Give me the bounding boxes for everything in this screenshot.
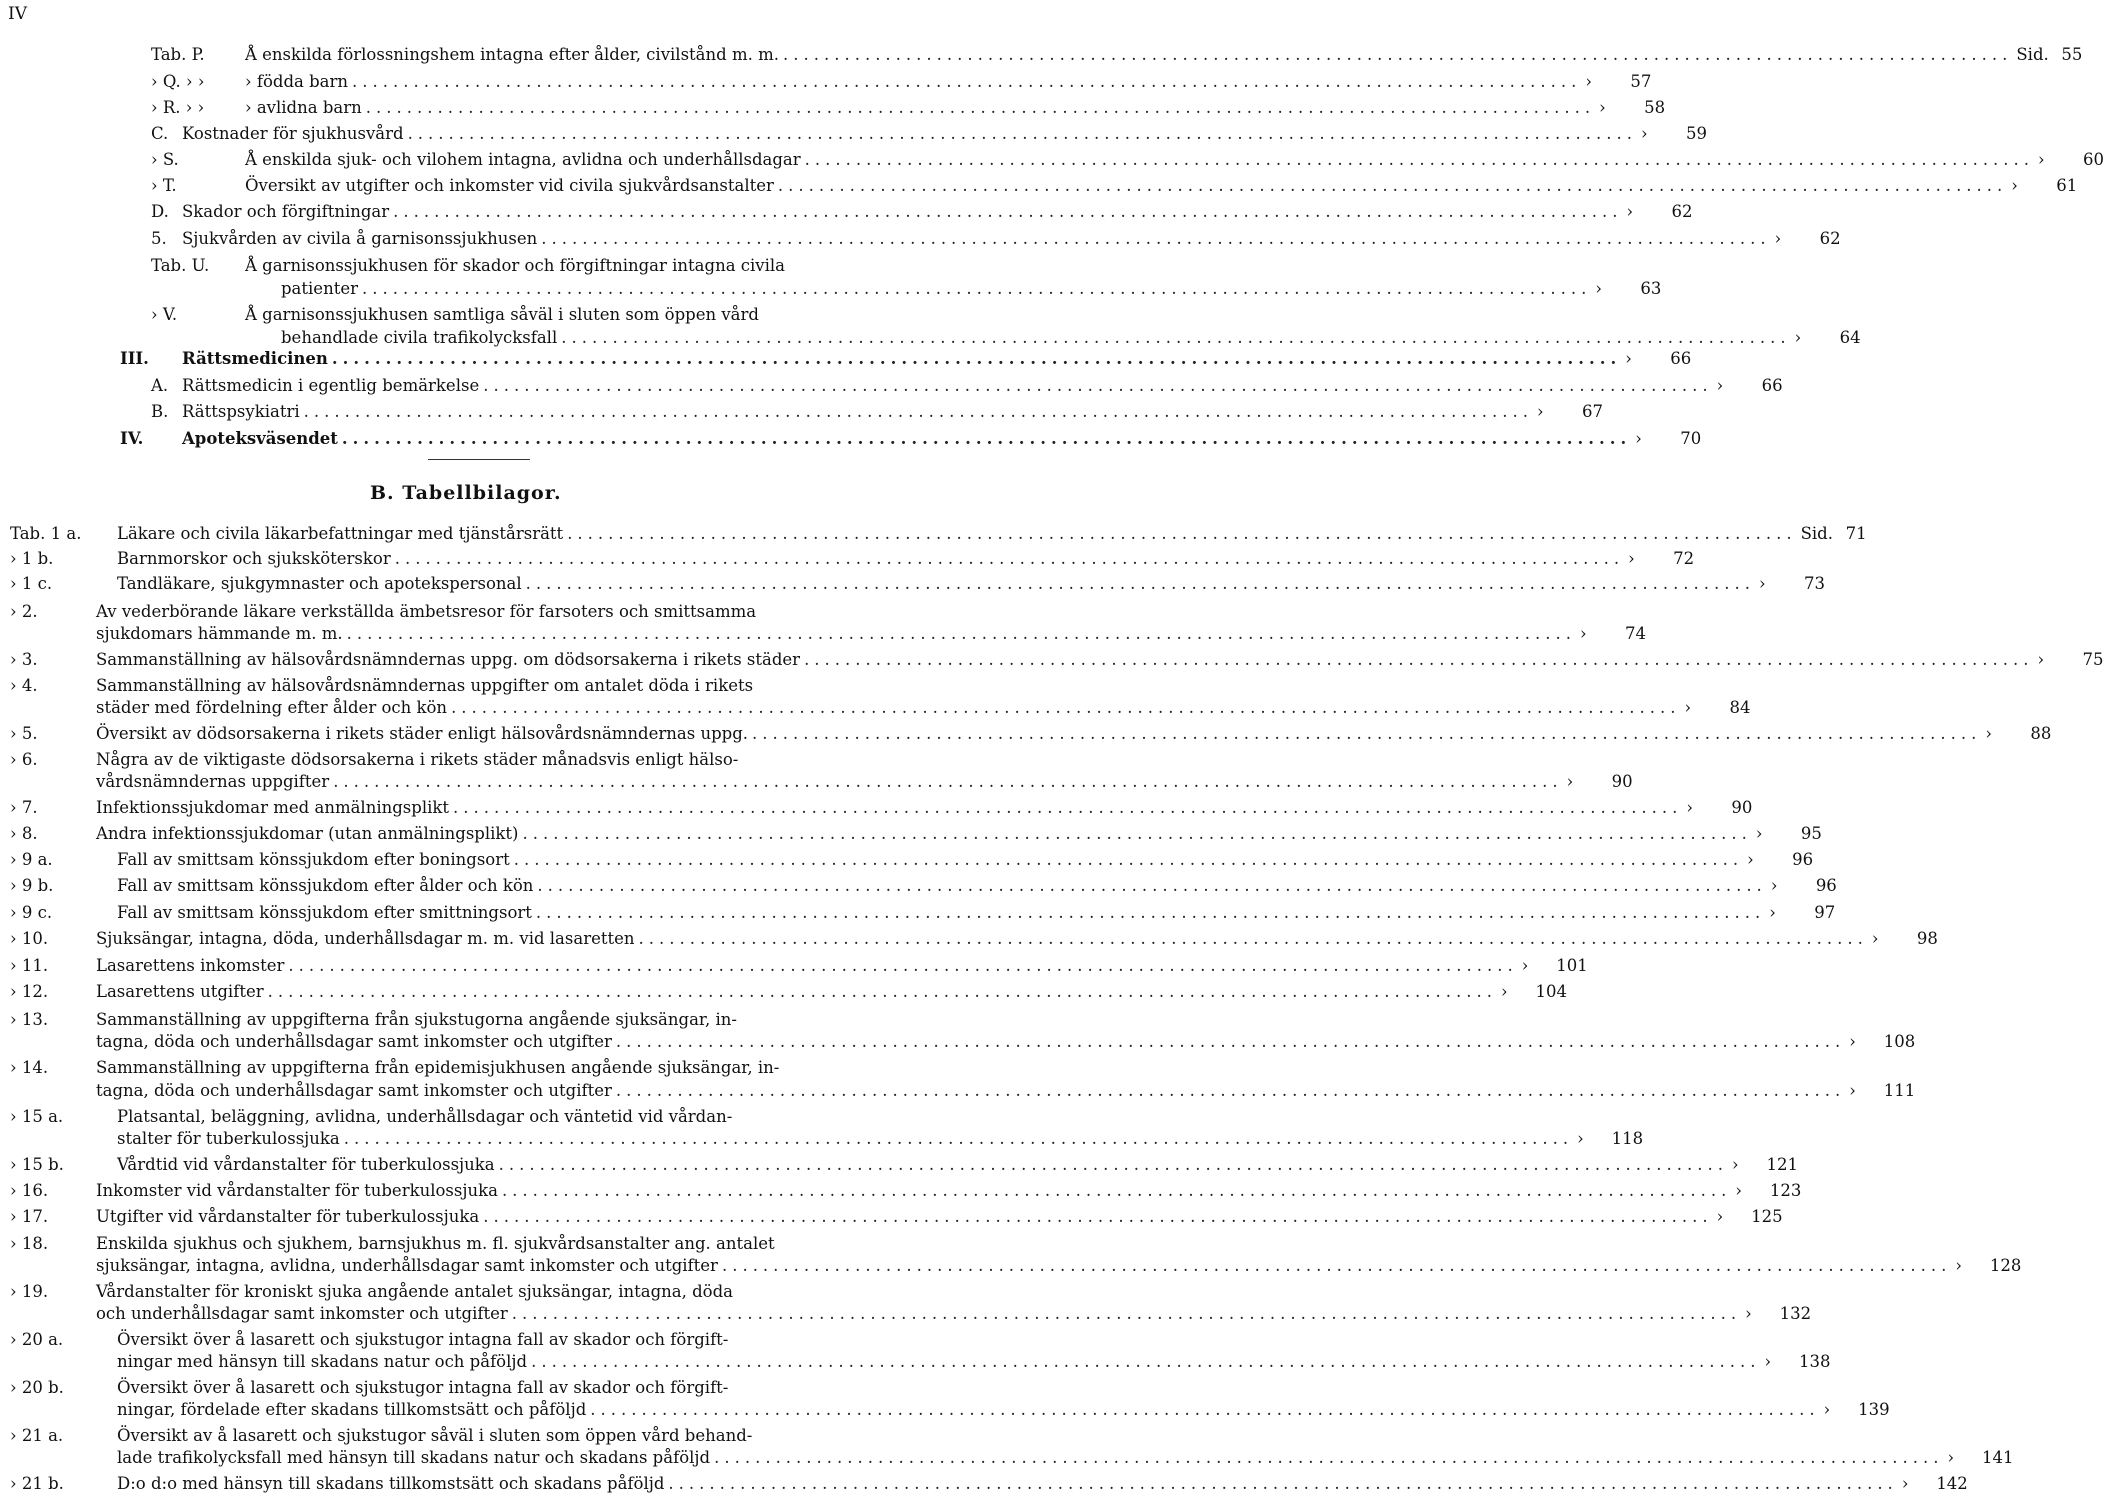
toc-entry-title: Lasarettens inkomster — [96, 956, 285, 975]
leader-dots: ........................................................................................................................ — [782, 45, 2013, 64]
toc-entry-label: › 1 b. — [10, 549, 54, 568]
toc-entry — [10, 523, 1867, 545]
toc-entry-title: Rättsmedicinen — [182, 349, 328, 368]
page-marker: › — [1626, 202, 1634, 221]
toc-entry-title: Rättspsykiatri — [182, 402, 300, 421]
page-marker: › — [1599, 98, 1606, 117]
page-marker: › — [1747, 850, 1754, 869]
page-ref: 139 — [1858, 1400, 1890, 1419]
leader-dots: ........................................................................................................................ — [453, 798, 1683, 817]
toc-entry-title: Lasarettens utgifter — [96, 982, 264, 1001]
page-ref: 121 — [1766, 1155, 1799, 1174]
leader-dots: ........................................................................................................................ — [394, 549, 1625, 568]
toc-entry-label: D. — [151, 202, 169, 221]
toc-entry — [10, 601, 956, 623]
toc-entry — [10, 955, 1588, 977]
toc-entry-title: Å garnisonssjukhusen samtliga såväl i sluten som öppen vård — [245, 305, 759, 324]
page-ref: 123 — [1769, 1181, 1802, 1200]
leader-dots: ........................................................................................................................ — [525, 574, 1756, 593]
toc-entry-label: › 9 b. — [10, 876, 54, 895]
toc-entry — [10, 771, 1633, 793]
page-ref: 88 — [2030, 724, 2052, 743]
page-ref: 64 — [1839, 328, 1861, 347]
toc-entry — [10, 1255, 2022, 1277]
page-ref: 73 — [1804, 574, 1826, 593]
leader-dots: ........................................................................................................................ — [535, 903, 1766, 922]
page-marker: › — [1849, 1081, 1856, 1100]
toc-entry-title: Översikt över å lasarett och sjukstugor intagna fall av skador och förgift- — [117, 1330, 729, 1349]
page-marker: › — [2037, 650, 2045, 669]
page-marker: › — [1823, 1400, 1831, 1419]
page-ref: 97 — [1814, 903, 1836, 922]
toc-entry-title: Översikt över å lasarett och sjukstugor intagna fall av skador och förgift- — [117, 1378, 729, 1397]
page-marker: › — [1735, 1181, 1742, 1200]
page-ref: 90 — [1611, 772, 1633, 791]
page-ref: 62 — [1671, 202, 1693, 221]
toc-entry — [10, 675, 956, 697]
page-ref: 61 — [2056, 176, 2078, 195]
toc-entry — [10, 1351, 1831, 1373]
page-ref: 72 — [1673, 549, 1695, 568]
leader-dots: ........................................................................................................................ — [638, 929, 1868, 948]
toc-entry-title: behandlade civila trafikolycksfall — [281, 328, 558, 347]
page-ref: 101 — [1556, 956, 1588, 975]
toc-entry-title: Rättsmedicin i egentlig bemärkelse — [182, 376, 480, 395]
toc-entry-title: stalter för tuberkulossjuka — [117, 1129, 340, 1148]
page-ref: 84 — [1729, 698, 1751, 717]
toc-entry — [10, 1473, 1968, 1495]
page-marker: › — [1759, 574, 1766, 593]
toc-entry-label: › 14. — [10, 1058, 49, 1077]
page-ref: 138 — [1798, 1352, 1831, 1371]
toc-entry-title: patienter — [281, 279, 358, 298]
toc-entry-title: tagna, döda och underhållsdagar samt inkomster och utgifter — [96, 1032, 612, 1051]
toc-entry-label: › 15 a. — [10, 1107, 64, 1126]
toc-entry-label: B. — [151, 402, 169, 421]
toc-entry-title: Apoteksväsendet — [182, 429, 338, 448]
leader-dots: ........................................................................................................................ — [590, 1400, 1820, 1419]
toc-entry-title: Sjukvården av civila å garnisonssjukhusen — [182, 229, 538, 248]
toc-entry — [10, 1154, 1799, 1176]
page-marker: › — [1684, 698, 1692, 717]
toc-entry-label: › S. — [151, 150, 179, 169]
toc-entry — [151, 123, 1707, 145]
leader-dots: ........................................................................................................................ — [267, 982, 1497, 1001]
toc-entry — [10, 981, 1567, 1003]
toc-entry-label: › 17. — [10, 1207, 49, 1226]
page-ref: 66 — [1670, 349, 1692, 368]
page-ref: 59 — [1685, 124, 1707, 143]
toc-entry-title: Sammanställning av uppgifterna från sjukstugorna angående sjuksängar, in- — [96, 1010, 737, 1029]
toc-entry — [151, 327, 1861, 349]
toc-entry-label: C. — [151, 124, 169, 143]
toc-entry — [151, 201, 1693, 223]
leader-dots: ........................................................................................................................ — [451, 698, 1681, 717]
toc-entry-title: Sammanställning av hälsovårdsnämndernas uppg. om dödsorsakerna i rikets städer — [96, 650, 801, 669]
page-marker: › — [1501, 982, 1508, 1001]
toc-entry — [151, 175, 2078, 197]
toc-entry — [10, 1206, 1783, 1228]
toc-entry-title: Infektionssjukdomar med anmälningsplikt — [96, 798, 450, 817]
toc-entry — [10, 1329, 956, 1351]
page-ref: 58 — [1644, 98, 1666, 117]
page-ref: 142 — [1936, 1474, 1968, 1493]
toc-entry — [120, 428, 1702, 450]
page-marker: › — [1537, 402, 1544, 421]
page-ref: 55 — [2061, 45, 2083, 64]
leader-dots: ........................................................................................................................ — [721, 1256, 1952, 1275]
page-ref: 62 — [1819, 229, 1841, 248]
toc-entry-label: › 6. — [10, 750, 38, 769]
page-ref: 60 — [2083, 150, 2104, 169]
page-marker: › — [1947, 1448, 1955, 1467]
toc-entry-title: Sammanställning av hälsovårdsnämndernas uppgifter om antalet döda i rikets — [96, 676, 754, 695]
page-marker: › — [1716, 376, 1724, 395]
toc-entry — [10, 1180, 1802, 1202]
toc-entry-title: städer med fördelning efter ålder och kön — [96, 698, 448, 717]
page-ref: 70 — [1680, 429, 1702, 448]
toc-entry-label: › T. — [151, 176, 177, 195]
toc-entry-label: Tab. P. — [151, 45, 205, 64]
page-marker: › — [1716, 1207, 1724, 1226]
toc-entry — [10, 1106, 956, 1128]
toc-entry-label: › 7. — [10, 798, 38, 817]
toc-entry — [10, 1080, 1916, 1102]
page-marker: › — [1770, 876, 1778, 895]
page-ref: 111 — [1883, 1081, 1916, 1100]
leader-dots: ........................................................................................................................ — [511, 1304, 1742, 1323]
toc-entry — [10, 1281, 956, 1303]
page-marker: Sid. — [2016, 45, 2049, 64]
page-ref: 75 — [2082, 650, 2104, 669]
page-marker: › — [1577, 1129, 1584, 1148]
toc-entry — [10, 623, 1646, 645]
page-ref: 108 — [1883, 1032, 1916, 1051]
page-marker: › — [1955, 1256, 1962, 1275]
toc-entry — [10, 1377, 956, 1399]
page-ref: 118 — [1611, 1129, 1644, 1148]
toc-entry — [10, 649, 2104, 671]
toc-entry-title: Utgifter vid vårdanstalter för tuberkulossjuka — [96, 1207, 480, 1226]
toc-entry-label: › 9 a. — [10, 850, 53, 869]
toc-entry-title: sjuksängar, intagna, avlidna, underhållsdagar samt inkomster och utgifter — [96, 1256, 718, 1275]
section-b-title: B. Tabellbilagor. — [370, 482, 562, 504]
toc-entry-title: Skador och förgiftningar — [182, 202, 390, 221]
page-ref: 66 — [1761, 376, 1783, 395]
toc-entry-label: › 10. — [10, 929, 49, 948]
toc-entry-label: › 16. — [10, 1181, 49, 1200]
toc-entry-label: › V. — [151, 305, 178, 324]
toc-entry-title: Barnmorskor och sjuksköterskor — [117, 549, 391, 568]
page-marker: › — [1585, 72, 1593, 91]
leader-dots: ........................................................................................................................ — [531, 1352, 1761, 1371]
toc-entry — [10, 823, 1822, 845]
toc-entry — [151, 149, 2104, 171]
leader-dots: ........................................................................................................................ — [303, 402, 1534, 421]
toc-entry-label: › 11. — [10, 956, 49, 975]
toc-entry — [10, 1031, 1916, 1053]
toc-entry — [151, 255, 956, 277]
toc-entry-label: Tab. 1 a. — [10, 524, 82, 543]
toc-entry — [10, 875, 1837, 897]
toc-entry-title: › avlidna barn — [245, 98, 362, 117]
toc-entry-title: Platsantal, beläggning, avlidna, underhållsdagar och väntetid vid vårdan- — [117, 1107, 733, 1126]
toc-entry — [151, 228, 1841, 250]
toc-entry-label: › 12. — [10, 982, 49, 1001]
toc-entry-title: Kostnader för sjukhusvård — [182, 124, 404, 143]
toc-entry — [10, 697, 1751, 719]
toc-entry — [10, 1057, 956, 1079]
leader-dots: ........................................................................................................................ — [561, 328, 1791, 347]
toc-entry-title: Enskilda sjukhus och sjukhem, barnsjukhus m. fl. sjukvårdsanstalter ang. antalet — [96, 1234, 775, 1253]
page-marker: › — [1686, 798, 1694, 817]
leader-dots: ........................................................................................................................ — [346, 624, 1576, 643]
toc-entry — [10, 1009, 956, 1031]
leader-dots: ........................................................................................................................ — [361, 279, 1592, 298]
toc-entry-title: vårdsnämndernas uppgifter — [96, 772, 330, 791]
toc-entry-label: › 9 c. — [10, 903, 53, 922]
toc-entry-title: sjukdomars hämmande m. m. — [96, 624, 343, 643]
page-marker: › — [1871, 929, 1879, 948]
toc-entry-label: › 21 b. — [10, 1474, 64, 1493]
toc-entry-label: 5. — [151, 229, 167, 248]
toc-entry — [10, 749, 956, 771]
toc-entry-label: › 15 b. — [10, 1155, 64, 1174]
toc-entry-label: › Q. › › — [151, 72, 205, 91]
toc-entry-title: Översikt av å lasarett och sjukstugor såväl i sluten som öppen vård behand- — [117, 1426, 753, 1445]
toc-entry — [10, 1233, 956, 1255]
toc-entry-label: › R. › › — [151, 98, 205, 117]
toc-entry — [10, 1399, 1890, 1421]
leader-dots: ........................................................................................................................ — [615, 1032, 1846, 1051]
page-ref: 74 — [1625, 624, 1646, 643]
toc-entry-title: D:o d:o med hänsyn till skadans tillkomstsätt och skadans påföljd — [117, 1474, 665, 1493]
toc-entry — [151, 304, 956, 326]
page-marker: › — [1521, 956, 1529, 975]
toc-entry-title: Fall av smittsam könssjukdom efter boningsort — [117, 850, 510, 869]
leader-dots: ........................................................................................................................ — [352, 72, 1582, 91]
page-ref: 141 — [1981, 1448, 2014, 1467]
page-marker: › — [1595, 279, 1602, 298]
toc-entry-label: A. — [151, 376, 169, 395]
toc-entry — [10, 573, 1826, 595]
toc-entry-title: lade trafikolycksfall med hänsyn till skadans natur och skadans påföljd — [117, 1448, 711, 1467]
leader-dots: ........................................................................................................................ — [668, 1474, 1898, 1493]
toc-entry-label: III. — [120, 349, 149, 368]
toc-entry-label: › 18. — [10, 1234, 49, 1253]
toc-entry-label: › 13. — [10, 1010, 49, 1029]
toc-entry-title: Fall av smittsam könssjukdom efter ålder och kön — [117, 876, 534, 895]
toc-entry-label: › 4. — [10, 676, 38, 695]
toc-entry-title: Några av de viktigaste dödsorsakerna i rikets städer månadsvis enligt hälso- — [96, 750, 739, 769]
page-ref: 57 — [1630, 72, 1652, 91]
leader-dots: ........................................................................................................................ — [498, 1155, 1729, 1174]
page-marker: › — [1794, 328, 1802, 347]
toc-entry — [151, 278, 1662, 300]
toc-entry-title: Å enskilda förlossningshem intagna efter ålder, civilstånd m. m. — [245, 45, 779, 64]
page-number: IV — [8, 4, 27, 24]
toc-entry — [10, 902, 1836, 924]
toc-entry-title: Å garnisonssjukhusen för skador och förgiftningar intagna civila — [245, 256, 786, 275]
toc-entry — [10, 1425, 956, 1447]
toc-entry-title: Sammanställning av uppgifterna från epidemisjukhusen angående sjuksängar, in- — [96, 1058, 780, 1077]
leader-dots: ........................................................................................................................ — [522, 824, 1752, 843]
page-ref: 71 — [1845, 524, 1867, 543]
toc-entry-title: Inkomster vid vårdanstalter för tuberkulossjuka — [96, 1181, 498, 1200]
toc-entry — [151, 71, 1652, 93]
page-marker: › — [1732, 1155, 1739, 1174]
toc-entry-title: › födda barn — [245, 72, 349, 91]
toc-entry-title: Läkare och civila läkarbefattningar med tjänstårsrätt — [117, 524, 564, 543]
toc-entry — [120, 348, 1692, 370]
page-marker: › — [1849, 1032, 1856, 1051]
page-marker: › — [2011, 176, 2018, 195]
page-marker: › — [1625, 349, 1632, 368]
page-marker: › — [1580, 624, 1587, 643]
leader-dots: ........................................................................................................................ — [777, 176, 2008, 195]
toc-entry — [10, 1447, 2014, 1469]
page-marker: › — [2038, 150, 2045, 169]
leader-dots: ........................................................................................................................ — [752, 724, 1982, 743]
toc-entry — [151, 44, 2083, 66]
toc-entry-label: › 5. — [10, 724, 38, 743]
page-ref: 98 — [1916, 929, 1938, 948]
leader-dots: ........................................................................................................................ — [331, 349, 1622, 368]
toc-entry-label: › 1 c. — [10, 574, 53, 593]
leader-dots: ........................................................................................................................ — [804, 150, 2035, 169]
toc-entry-label: › 3. — [10, 650, 38, 669]
page-ref: 67 — [1582, 402, 1604, 421]
leader-dots: ........................................................................................................................ — [393, 202, 1623, 221]
toc-entry-label: › 2. — [10, 602, 38, 621]
page-marker: › — [1774, 229, 1782, 248]
toc-entry-title: Sjuksängar, intagna, döda, underhållsdagar m. m. vid lasaretten — [96, 929, 635, 948]
page-ref: 63 — [1640, 279, 1662, 298]
page-ref: 128 — [1989, 1256, 2022, 1275]
toc-entry-title: Andra infektionssjukdomar (utan anmälningsplikt) — [96, 824, 519, 843]
leader-dots: ........................................................................................................................ — [483, 376, 1713, 395]
leader-dots: ........................................................................................................................ — [537, 876, 1767, 895]
toc-entry-label: › 20 a. — [10, 1330, 64, 1349]
section-divider — [428, 459, 530, 460]
page-marker: › — [1985, 724, 1993, 743]
toc-entry-title: Tandläkare, sjukgymnaster och apotekspersonal — [117, 574, 522, 593]
toc-entry-label: › 20 b. — [10, 1378, 64, 1397]
toc-entry — [151, 401, 1604, 423]
leader-dots: ........................................................................................................................ — [714, 1448, 1944, 1467]
toc-entry-label: IV. — [120, 429, 144, 448]
toc-entry — [10, 548, 1695, 570]
toc-entry-title: ningar, fördelade efter skadans tillkomstsätt och påföljd — [117, 1400, 587, 1419]
page-marker: Sid. — [1800, 524, 1833, 543]
toc-entry-title: och underhållsdagar samt inkomster och utgifter — [96, 1304, 508, 1323]
toc-entry-title: Översikt av utgifter och inkomster vid civila sjukvårdsanstalter — [245, 176, 774, 195]
page-ref: 104 — [1535, 982, 1567, 1001]
toc-entry-title: Av vederbörande läkare verkställda ämbetsresor för farsoters och smittsamma — [96, 602, 757, 621]
toc-entry-label: › 19. — [10, 1282, 49, 1301]
page-ref: 96 — [1792, 850, 1814, 869]
page-marker: › — [1769, 903, 1776, 922]
toc-entry-title: Fall av smittsam könssjukdom efter smittningsort — [117, 903, 532, 922]
toc-entry — [10, 1303, 1812, 1325]
leader-dots: ........................................................................................................................ — [483, 1207, 1713, 1226]
page-marker: › — [1635, 429, 1642, 448]
toc-entry-title: Å enskilda sjuk- och vilohem intagna, avlidna och underhållsdagar — [245, 150, 801, 169]
leader-dots: ........................................................................................................................ — [541, 229, 1771, 248]
toc-entry-title: ningar med hänsyn till skadans natur och påföljd — [117, 1352, 528, 1371]
page-marker: › — [1628, 549, 1635, 568]
page-ref: 95 — [1800, 824, 1822, 843]
page-ref: 125 — [1751, 1207, 1783, 1226]
toc-entry-label: › 8. — [10, 824, 38, 843]
toc-entry-label: Tab. U. — [151, 256, 210, 275]
toc-entry-title: tagna, döda och underhållsdagar samt inkomster och utgifter — [96, 1081, 612, 1100]
page-ref: 90 — [1731, 798, 1753, 817]
toc-entry — [10, 1128, 1644, 1150]
page-ref: 132 — [1779, 1304, 1812, 1323]
leader-dots: ........................................................................................................................ — [407, 124, 1637, 143]
toc-entry — [10, 849, 1814, 871]
toc-entry — [151, 97, 1666, 119]
leader-dots: ........................................................................................................................ — [804, 650, 2034, 669]
page-marker: › — [1640, 124, 1648, 143]
leader-dots: ........................................................................................................................ — [501, 1181, 1732, 1200]
leader-dots: ........................................................................................................................ — [513, 850, 1744, 869]
toc-entry-title: Vårdtid vid vårdanstalter för tuberkulossjuka — [117, 1155, 495, 1174]
leader-dots: ........................................................................................................................ — [333, 772, 1563, 791]
toc-entry-label: › 21 a. — [10, 1426, 64, 1445]
leader-dots: ........................................................................................................................ — [288, 956, 1518, 975]
toc-entry — [10, 928, 1938, 950]
leader-dots: ........................................................................................................................ — [365, 98, 1596, 117]
page-ref: 96 — [1815, 876, 1837, 895]
leader-dots: ........................................................................................................................ — [341, 429, 1632, 448]
toc-entry — [151, 375, 1783, 397]
toc-entry-title: Vårdanstalter för kroniskt sjuka angående antalet sjuksängar, intagna, döda — [96, 1282, 733, 1301]
page-marker: › — [1566, 772, 1574, 791]
toc-entry — [10, 797, 1753, 819]
page-marker: › — [1745, 1304, 1752, 1323]
page-marker: › — [1901, 1474, 1909, 1493]
leader-dots: ........................................................................................................................ — [615, 1081, 1846, 1100]
page-marker: › — [1764, 1352, 1772, 1371]
page-marker: › — [1755, 824, 1763, 843]
leader-dots: ........................................................................................................................ — [567, 524, 1797, 543]
toc-entry — [10, 723, 2052, 745]
leader-dots: ........................................................................................................................ — [343, 1129, 1574, 1148]
toc-entry-title: Översikt av dödsorsakerna i rikets städer enligt hälsovårdsnämndernas uppg. — [96, 724, 749, 743]
